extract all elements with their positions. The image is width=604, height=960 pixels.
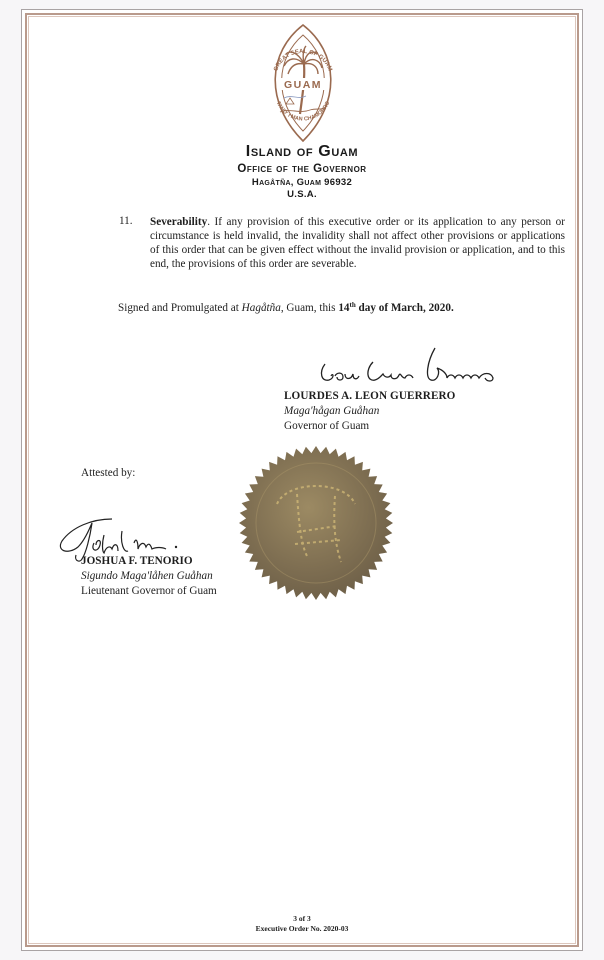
document-page xyxy=(21,9,583,951)
letterhead-country: U.S.A. xyxy=(287,189,317,200)
letterhead-address: Hagåtña, Guam 96932 xyxy=(251,177,353,188)
letterhead-office: Office of the Governor xyxy=(237,163,367,175)
executive-order-number: Executive Order No. 2020-03 xyxy=(255,924,349,933)
signed-date: 14th day of March, 2020. xyxy=(338,301,454,314)
embossed-gold-seal xyxy=(237,444,395,602)
page-number: 3 of 3 xyxy=(293,914,311,923)
lieutenant-governor-name: JOSHUA F. TENORIO xyxy=(81,555,193,567)
section-heading: Severability xyxy=(150,216,208,228)
section-number: 11. xyxy=(119,215,133,227)
governor-name: LOURDES A. LEON GUERRERO xyxy=(284,390,456,402)
section-text: . If any provision of this executive order or its application to any person or circumstance is held invalid, the invalidity shall not affect other provisions or applications of this order that can be given effect without the invalid provision or application, and to this end, the provisions of this order are severable. xyxy=(150,216,565,270)
lieutenant-governor-title-chamorro: Sigundo Maga'låhen Guåhan xyxy=(81,570,213,582)
signed-promulgated-line: Signed and Promulgated at Hagåtña, Guam, this 14th day of March, 2020. xyxy=(118,301,454,314)
attested-by-label: Attested by: xyxy=(81,467,136,479)
signed-place: Hagåtña xyxy=(241,302,281,314)
letterhead-title: Island of Guam xyxy=(245,143,359,160)
governor-title-chamorro: Maga'hågan Guåhan xyxy=(284,405,380,417)
great-seal-of-guam-logo xyxy=(260,22,346,144)
governor-signature xyxy=(317,342,507,390)
lieutenant-governor-title: Lieutenant Governor of Guam xyxy=(81,585,217,597)
seal-center-text: GUAM xyxy=(283,79,323,91)
governor-title: Governor of Guam xyxy=(284,420,370,432)
seal-bottom-text: TANO' I MAN CHAMORRO xyxy=(274,100,332,123)
severability-paragraph xyxy=(150,215,565,271)
seal-top-text: GREAT SEAL OF GUAM xyxy=(273,48,333,73)
